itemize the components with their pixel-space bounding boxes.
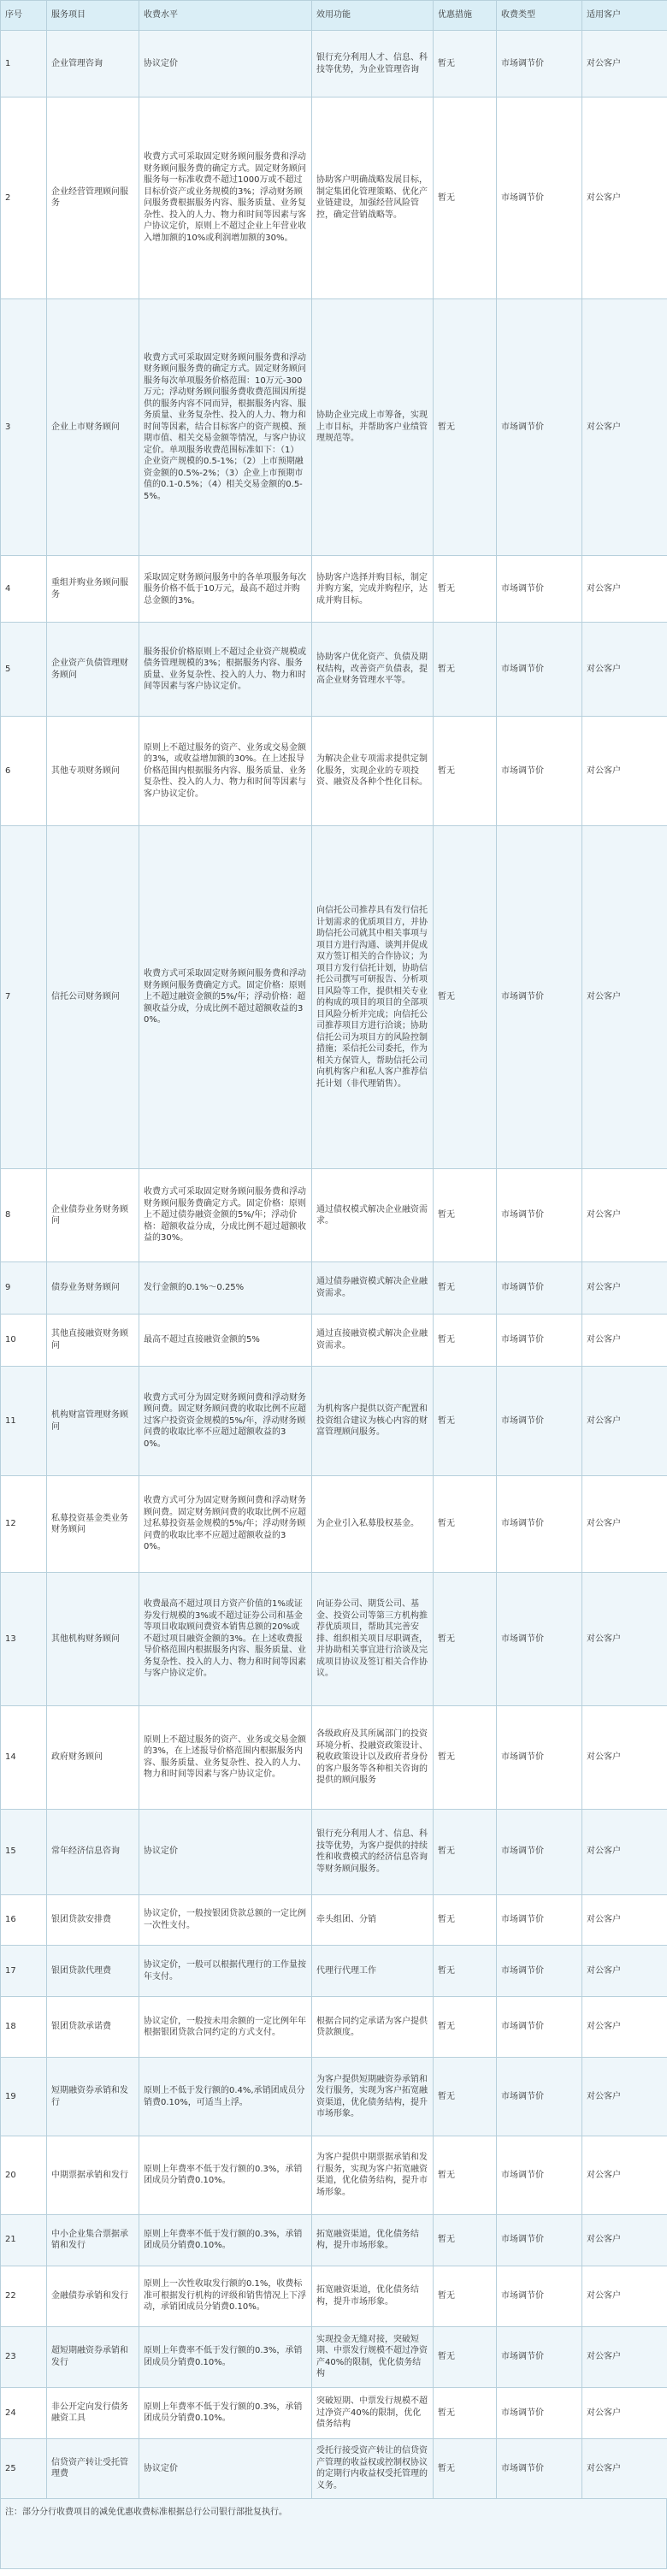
cell-client: 对公客户 (582, 623, 667, 716)
cell-type: 市场调节价 (497, 716, 582, 826)
cell-item: 其他直接融资财务顾问 (47, 1314, 139, 1366)
cell-item: 信托公司财务顾问 (47, 826, 139, 1169)
table-body (1, 31, 667, 2499)
cell-no: 7 (1, 826, 47, 1169)
cell-type: 市场调节价 (497, 2387, 582, 2438)
cell-no: 9 (1, 1262, 47, 1315)
cell-item: 企业债券业务财务顾问 (47, 1168, 139, 1261)
table-row (1, 556, 667, 623)
cell-no: 1 (1, 31, 47, 97)
cell-no: 22 (1, 2266, 47, 2326)
cell-discount: 暂无 (434, 1572, 497, 1705)
cell-no: 13 (1, 1572, 47, 1705)
cell-level: 收费方式可采取固定财务顾问服务费和浮动财务顾问服务费确定方式。固定价格：原则上不超过债券融资金额的5%/年；浮动价格：超额收益分成，分成比例不超过超额收益的30%。 (139, 1168, 312, 1261)
table-row (1, 31, 667, 97)
cell-client: 对公客户 (582, 1476, 667, 1573)
cell-discount: 暂无 (434, 1476, 497, 1573)
cell-no: 10 (1, 1314, 47, 1366)
cell-item: 中小企业集合票据承销和发行 (47, 2214, 139, 2266)
cell-type: 市场调节价 (497, 97, 582, 298)
cell-item: 超短期融资券承销和发行 (47, 2326, 139, 2387)
cell-type: 市场调节价 (497, 1809, 582, 1894)
table-row (1, 1946, 667, 1997)
cell-level: 原则上年费率不低于发行额的0.3%，承销团成员分销费0.10%。 (139, 2136, 312, 2215)
cell-level: 协议定价，一般按银团贷款总额的一定比例一次性支付。 (139, 1894, 312, 1946)
cell-type: 市场调节价 (497, 826, 582, 1169)
cell-item: 信贷资产转让受托管理费 (47, 2438, 139, 2498)
cell-effect: 拓宽融资渠道，优化债务结构，提升市场形象。 (312, 2266, 434, 2326)
cell-discount: 暂无 (434, 97, 497, 298)
cell-no: 12 (1, 1476, 47, 1573)
table-row (1, 623, 667, 716)
cell-effect: 协助客户明确战略发展目标，制定集团化管理策略、优化产业链建设，加强经营风险管控，确定营销战略等。 (312, 97, 434, 298)
cell-discount: 暂无 (434, 556, 497, 623)
cell-client: 对公客户 (582, 2058, 667, 2136)
cell-effect: 实现投金无缝对接，突破短期、中票发行规模不超过净资产40%的限制，优化债务结构 (312, 2326, 434, 2387)
cell-discount: 暂无 (434, 1366, 497, 1476)
cell-client: 对公客户 (582, 1894, 667, 1946)
cell-discount: 暂无 (434, 2326, 497, 2387)
cell-level: 收费最高不超过项目方资产价值的1%或证券发行规模的3%或不超过证券公司和基金等项目收取顾问费资本销售总额的20%或不超过项目融资金额的3%。在上述收费报导价格范围内根据服务内容、服务质量、业务复杂性、投入的人力、物力和时间等因素与客户协议定价。 (139, 1572, 312, 1705)
col-header-discount: 优惠措施 (434, 1, 497, 31)
table-row (1, 2214, 667, 2266)
col-header-type: 收费类型 (497, 1, 582, 31)
cell-discount: 暂无 (434, 1262, 497, 1315)
cell-level: 原则上不低于发行额的0.4%,承销团成员分销费0.10%，可适当上浮。 (139, 2058, 312, 2136)
cell-type: 市场调节价 (497, 2058, 582, 2136)
cell-effect: 为客户提供中期票据承销和发行服务，实现为客户拓宽融资渠道，优化债务结构，提升市场形象。 (312, 2136, 434, 2215)
cell-no: 18 (1, 1996, 47, 2057)
cell-item: 私募投资基金类业务财务顾问 (47, 1476, 139, 1573)
cell-item: 企业管理咨询 (47, 31, 139, 97)
table-row (1, 1314, 667, 1366)
table-row (1, 1706, 667, 1810)
cell-item: 金融债券承销和发行 (47, 2266, 139, 2326)
cell-no: 20 (1, 2136, 47, 2215)
cell-effect: 受托行接受资产转让的信贷资产管理的收益权或控制权协议的定期行内收益权受托管理的义务。 (312, 2438, 434, 2498)
cell-no: 3 (1, 298, 47, 556)
cell-no: 21 (1, 2214, 47, 2266)
cell-item: 常年经济信息咨询 (47, 1809, 139, 1894)
cell-effect: 为客户提供短期融资券承销和发行服务，实现为客户拓宽融资渠道，优化债务结构，提升市场形象。 (312, 2058, 434, 2136)
cell-level: 收费方式可分为固定财务顾问费和浮动财务顾问费。固定财务顾问费的收取比例不应超过私募投资基金规模的5%/年；浮动财务顾问费的收取比率不应超过超额收益的30%。 (139, 1476, 312, 1573)
cell-no: 25 (1, 2438, 47, 2498)
cell-discount: 暂无 (434, 826, 497, 1169)
cell-type: 市场调节价 (497, 1996, 582, 2057)
cell-effect: 协助客户优化资产、负债及期权结构，改善资产负债表，提高企业财务管理水平等。 (312, 623, 434, 716)
cell-level: 协议定价，一般按未用余额的一定比例年年根据银团贷款合同约定的方式支付。 (139, 1996, 312, 2057)
cell-level: 服务报价价格原则上不超过企业资产规模或债务管理规模的3%；根据服务内容、服务质量、业务复杂性、投入的人力、物力和时间等因素与客户协议定价。 (139, 623, 312, 716)
cell-type: 市场调节价 (497, 1894, 582, 1946)
cell-discount: 暂无 (434, 1168, 497, 1261)
cell-no: 15 (1, 1809, 47, 1894)
cell-type: 市场调节价 (497, 1946, 582, 1997)
cell-effect: 向信托公司推荐具有发行信托计划需求的优质项目方，并协助信托公司就其中相关事项与项目方进行沟通、谈判并促成双方签订相关的合作协议；为项目方发行信托计划，协助信托公司撰写可研报告、分析项目风险等工作，提供相关专业的构成的项目的项目的全部项目风险分析并完成；向信托公司推荐项目方进行洽谈；协助信托公司为项目方的风险控制措施；采信托公司委托，作为相关方保管人，帮助信托公司向机构客户和私人客户推荐信托计划（非代理销售）。 (312, 826, 434, 1169)
table-row (1, 1262, 667, 1315)
cell-no: 14 (1, 1706, 47, 1810)
cell-level: 采取固定财务顾问服务中的各单项服务每次服务价格不低于10万元，最高不超过并购总金额的3%。 (139, 556, 312, 623)
cell-level: 协议定价 (139, 31, 312, 97)
table-row (1, 1366, 667, 1476)
table-row (1, 826, 667, 1169)
cell-type: 市场调节价 (497, 1706, 582, 1810)
cell-level: 收费方式可采取固定财务顾问服务费和浮动财务顾问服务费的确定方式。固定财务顾问服务每一标准收费不超过1000万或不超过目标价资产或业务规模的3%；浮动财务顾问服务费根据服务内容、服务质量、业务复杂性、投入的人力、物力和时间等因素与客户协议定价，原则上不超过企业上年营业收入增加额的10%或利润增加额的30%。 (139, 97, 312, 298)
cell-level: 协议定价 (139, 2438, 312, 2498)
table-row (1, 2326, 667, 2387)
cell-discount: 暂无 (434, 623, 497, 716)
cell-effect: 牵头组团、分销 (312, 1894, 434, 1946)
cell-item: 企业上市财务顾问 (47, 298, 139, 556)
cell-discount: 暂无 (434, 2438, 497, 2498)
cell-item: 短期融资券承销和发行 (47, 2058, 139, 2136)
cell-level: 协议定价 (139, 1809, 312, 1894)
cell-effect: 协助企业完成上市筹备，实现上市目标，并帮助客户业绩管理规范等。 (312, 298, 434, 556)
cell-effect: 拓宽融资渠道，优化债务结构，提升市场形象。 (312, 2214, 434, 2266)
cell-level: 原则上年费率不低于发行额的0.3%，承销团成员分销费0.10%。 (139, 2326, 312, 2387)
cell-level: 原则上一次性收取发行额的0.1%，收费标准可根据发行机构的评级和销售情况上下浮动，承销团成员分销费0.10%。 (139, 2266, 312, 2326)
cell-client: 对公客户 (582, 2387, 667, 2438)
cell-item: 非公开定向发行债务融资工具 (47, 2387, 139, 2438)
cell-item: 银团贷款代理费 (47, 1946, 139, 1997)
cell-effect: 通过直接融资模式解决企业融资需求。 (312, 1314, 434, 1366)
cell-no: 8 (1, 1168, 47, 1261)
cell-client: 对公客户 (582, 1809, 667, 1894)
table-row (1, 2058, 667, 2136)
table-row (1, 2136, 667, 2215)
cell-no: 2 (1, 97, 47, 298)
cell-no: 23 (1, 2326, 47, 2387)
cell-item: 银团贷款安排费 (47, 1894, 139, 1946)
cell-item: 企业经营管理顾问服务 (47, 97, 139, 298)
cell-effect: 通过债权模式解决企业融资需求。 (312, 1168, 434, 1261)
table-row (1, 97, 667, 298)
cell-client: 对公客户 (582, 2214, 667, 2266)
table-row (1, 1894, 667, 1946)
cell-discount: 暂无 (434, 2136, 497, 2215)
cell-no: 16 (1, 1894, 47, 1946)
cell-level: 原则上年费率不低于发行额的0.3%，承销团成员分销费0.10%。 (139, 2387, 312, 2438)
cell-type: 市场调节价 (497, 1366, 582, 1476)
cell-effect: 根据合同约定承诺为客户提供贷款额度。 (312, 1996, 434, 2057)
cell-type: 市场调节价 (497, 1168, 582, 1261)
cell-level: 收费方式可采取固定财务顾问服务费和浮动财务顾问服务费的确定方式。固定财务顾问服务每次单项服务价格范围：10万元-300万元；浮动财务顾问服务费收费范围因所提供的服务内容不同而异，根据服务内容、服务质量、业务复杂性、投入的人力、物力和时间等因素，结合目标客户的资产规模、预期市值、相关交易金额等情况，与客户协议定价。单项服务收费范围标准如下：（1）企业资产规模的0.5-1%；（2）上市预期融资金额的0.5%-2%；（3）企业上市预期市值的0.1-0.5%；（4）相关交易金额的0.5-5%。 (139, 298, 312, 556)
cell-discount: 暂无 (434, 31, 497, 97)
col-header-level: 收费水平 (139, 1, 312, 31)
cell-effect: 向证券公司、期货公司、基金、投资公司等第三方机构推荐优质项目，帮助其完善安排、组织相关项目尽职调查，并协助相关事宜进行洽谈及完成项目协议及签订相关合作协议。 (312, 1572, 434, 1705)
cell-client: 对公客户 (582, 97, 667, 298)
cell-type: 市场调节价 (497, 2136, 582, 2215)
cell-client: 对公客户 (582, 2326, 667, 2387)
cell-client: 对公客户 (582, 1262, 667, 1315)
cell-level: 收费方式可采取固定财务顾问服务费和浮动财务顾问服务费确定方式。固定价格：原则上不超过融资金额的5%/年；浮动价格：超额收益分成，分成比例不超过超额收益的30%。 (139, 826, 312, 1169)
cell-level: 发行金额的0.1%～0.25% (139, 1262, 312, 1315)
cell-type: 市场调节价 (497, 2266, 582, 2326)
cell-client: 对公客户 (582, 1706, 667, 1810)
cell-item: 中期票据承销和发行 (47, 2136, 139, 2215)
cell-type: 市场调节价 (497, 556, 582, 623)
cell-client: 对公客户 (582, 1572, 667, 1705)
cell-level: 最高不超过直接融资金额的5% (139, 1314, 312, 1366)
cell-type: 市场调节价 (497, 2214, 582, 2266)
cell-item: 政府财务顾问 (47, 1706, 139, 1810)
table-row (1, 2266, 667, 2326)
cell-effect: 代理行代理工作 (312, 1946, 434, 1997)
cell-client: 对公客户 (582, 1946, 667, 1997)
cell-effect: 协助客户选择并购目标，制定并购方案，完成并购程序，达成并购目标。 (312, 556, 434, 623)
cell-type: 市场调节价 (497, 2438, 582, 2498)
table-row (1, 716, 667, 826)
cell-effect: 通过债券融资模式解决企业融资需求。 (312, 1262, 434, 1315)
table-row (1, 298, 667, 556)
cell-discount: 暂无 (434, 1706, 497, 1810)
cell-client: 对公客户 (582, 31, 667, 97)
cell-effect: 为解决企业专项需求提供定制化服务，实现企业的专项投资、融资及各种个性化目标。 (312, 716, 434, 826)
cell-discount: 暂无 (434, 1946, 497, 1997)
cell-item: 债券业务财务顾问 (47, 1262, 139, 1315)
col-header-no: 序号 (1, 1, 47, 31)
col-header-client: 适用客户 (582, 1, 667, 31)
cell-client: 对公客户 (582, 1168, 667, 1261)
cell-effect: 为机构客户提供以资产配置和投资组合建议为核心内容的财富管理顾问服务。 (312, 1366, 434, 1476)
cell-type: 市场调节价 (497, 298, 582, 556)
cell-client: 对公客户 (582, 2136, 667, 2215)
cell-discount: 暂无 (434, 1894, 497, 1946)
cell-discount: 暂无 (434, 2058, 497, 2136)
cell-no: 24 (1, 2387, 47, 2438)
table-row (1, 1996, 667, 2057)
cell-level: 原则上年费率不低于发行额的0.3%，承销团成员分销费0.10%。 (139, 2214, 312, 2266)
table-row (1, 1476, 667, 1573)
cell-level: 原则上不超过服务的资产、业务或交易金额的3%，或收益增加额的30%。在上述报导价格范围内根据服务内容、服务质量、业务复杂性、投入的人力、物力和时间等因素与客户协议定价。 (139, 716, 312, 826)
cell-client: 对公客户 (582, 2438, 667, 2498)
cell-client: 对公客户 (582, 826, 667, 1169)
col-header-item: 服务项目 (47, 1, 139, 31)
cell-discount: 暂无 (434, 2387, 497, 2438)
cell-effect: 为企业引入私募股权基金。 (312, 1476, 434, 1573)
cell-client: 对公客户 (582, 1314, 667, 1366)
cell-item: 其他机构财务顾问 (47, 1572, 139, 1705)
cell-client: 对公客户 (582, 1996, 667, 2057)
cell-no: 6 (1, 716, 47, 826)
cell-effect: 银行充分利用人才、信息、科技等优势，为客户提供的持续性和收费模式的经济信息咨询等财务顾问服务。 (312, 1809, 434, 1894)
cell-no: 19 (1, 2058, 47, 2136)
footnote: 注：部分分行收费项目的减免优惠收费标准根据总行公司银行部批复执行。 (0, 2499, 667, 2569)
cell-client: 对公客户 (582, 2266, 667, 2326)
cell-client: 对公客户 (582, 298, 667, 556)
cell-item: 机构财富管理财务顾问 (47, 1366, 139, 1476)
cell-level: 收费方式可分为固定财务顾问费和浮动财务顾问费。固定财务顾问费的收取比例不应超过客户投资资金规模的5%/年，浮动财务顾问费的收取比率不应超过超额收益的30%。 (139, 1366, 312, 1476)
table-row (1, 1572, 667, 1705)
cell-discount: 暂无 (434, 2214, 497, 2266)
cell-no: 11 (1, 1366, 47, 1476)
table-row (1, 2387, 667, 2438)
cell-no: 17 (1, 1946, 47, 1997)
cell-client: 对公客户 (582, 1366, 667, 1476)
table-row (1, 1809, 667, 1894)
cell-type: 市场调节价 (497, 1314, 582, 1366)
cell-type: 市场调节价 (497, 623, 582, 716)
cell-discount: 暂无 (434, 1809, 497, 1894)
cell-discount: 暂无 (434, 2266, 497, 2326)
cell-discount: 暂无 (434, 298, 497, 556)
cell-level: 原则上不超过服务的资产、业务或交易金额的3%，在上述报导价格范围内根据服务内容、服务质量、业务复杂性、投入的人力、物力和时间等因素与客户协议定价。 (139, 1706, 312, 1810)
cell-level: 协议定价，一般可以根据代理行的工作量按年支付。 (139, 1946, 312, 1997)
cell-type: 市场调节价 (497, 1262, 582, 1315)
cell-type: 市场调节价 (497, 1572, 582, 1705)
cell-discount: 暂无 (434, 716, 497, 826)
cell-item: 银团贷款承诺费 (47, 1996, 139, 2057)
cell-item: 企业资产负债管理财务顾问 (47, 623, 139, 716)
table-row (1, 2438, 667, 2498)
cell-type: 市场调节价 (497, 31, 582, 97)
cell-client: 对公客户 (582, 556, 667, 623)
cell-effect: 突破短期、中票发行规模不超过净资产40%的限制，优化债务结构 (312, 2387, 434, 2438)
table-header-row (1, 1, 667, 31)
cell-item: 重组并购业务顾问服务 (47, 556, 139, 623)
cell-discount: 暂无 (434, 1996, 497, 2057)
cell-type: 市场调节价 (497, 1476, 582, 1573)
cell-item: 其他专项财务顾问 (47, 716, 139, 826)
cell-no: 4 (1, 556, 47, 623)
cell-effect: 银行充分利用人才、信息、科技等优势，为企业管理咨询 (312, 31, 434, 97)
cell-effect: 各级政府及其所属部门的投资环境分析、投融资政策设计、税收政策设计以及政府者身份的客户服务等各种相关咨询的提供的顾问服务 (312, 1706, 434, 1810)
cell-discount: 暂无 (434, 1314, 497, 1366)
cell-client: 对公客户 (582, 716, 667, 826)
table-row (1, 1168, 667, 1261)
cell-type: 市场调节价 (497, 2326, 582, 2387)
col-header-effect: 效用功能 (312, 1, 434, 31)
cell-no: 5 (1, 623, 47, 716)
